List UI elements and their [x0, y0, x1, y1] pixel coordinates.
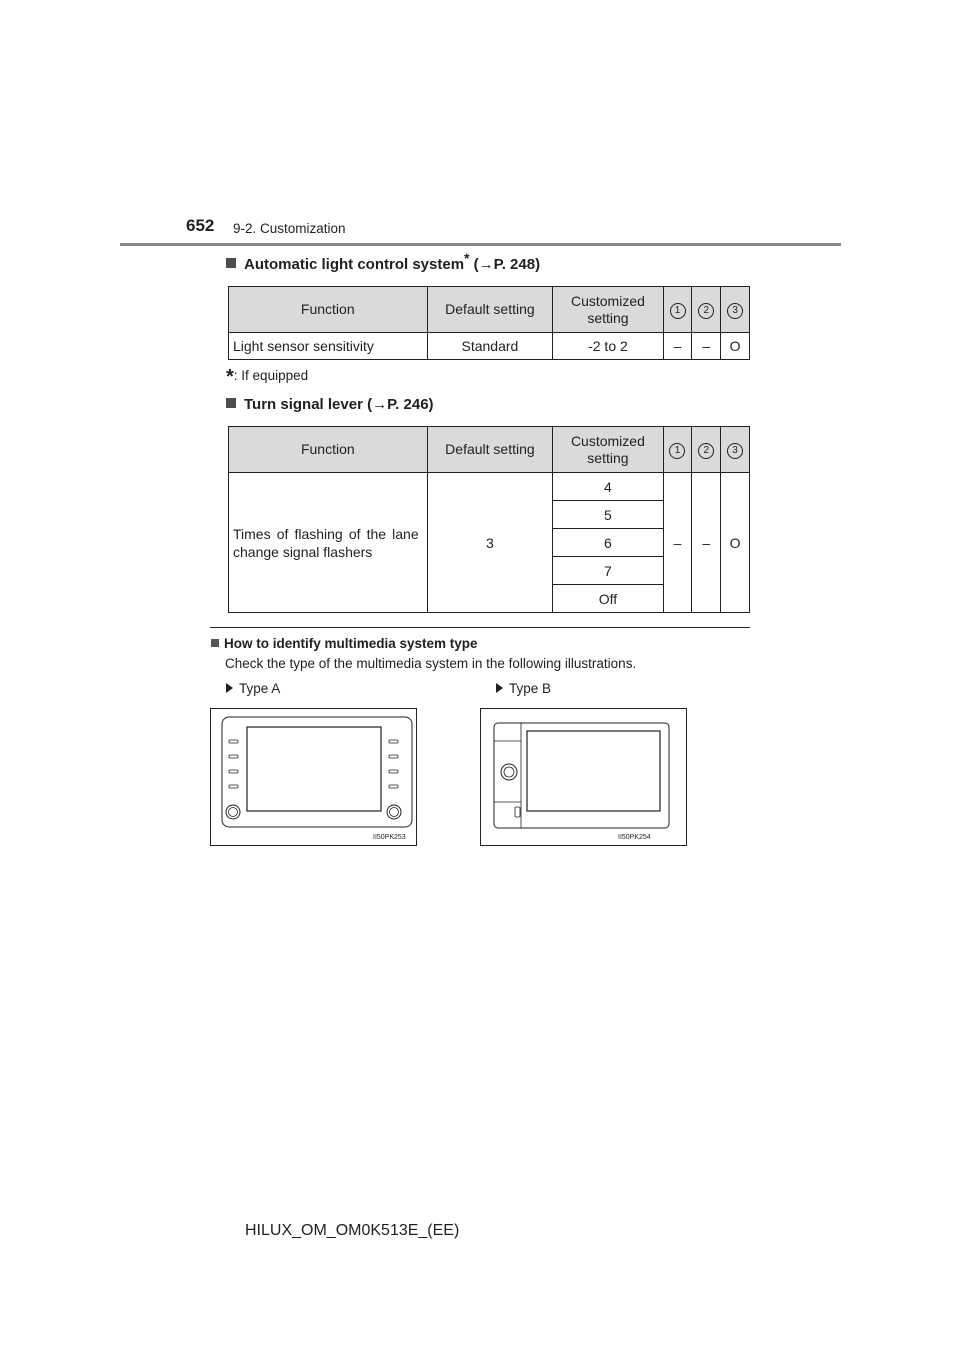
- col-method-1: [663, 287, 692, 333]
- col-method-3: [721, 287, 750, 333]
- footnote-star: *: [226, 366, 234, 388]
- cell-method-1: –: [663, 333, 692, 360]
- circled-1-icon: 1: [669, 443, 685, 459]
- cell-default: Standard: [427, 333, 553, 360]
- section-heading-turn-signal: [226, 396, 434, 413]
- section-label: 9-2. Customization: [233, 221, 346, 236]
- col-method-3: [721, 427, 750, 473]
- cell-customized-option: 6: [553, 529, 663, 557]
- col-customized: Customized setting: [553, 427, 663, 473]
- table-header-row: [229, 287, 750, 333]
- cell-customized-option: 7: [553, 557, 663, 585]
- circled-1-icon: 1: [670, 303, 686, 319]
- light-control-table: [228, 286, 750, 360]
- triangle-arrow-icon: [226, 683, 233, 693]
- col-customized: Customized setting: [553, 287, 663, 333]
- multimedia-type-a-drawing: [211, 709, 416, 845]
- page-reference: (→P. 248): [469, 256, 541, 273]
- type-a-label: Type A: [226, 681, 280, 696]
- cell-method-2: –: [692, 473, 721, 613]
- triangle-arrow-icon: [496, 683, 503, 693]
- type-b-label: Type B: [496, 681, 551, 696]
- col-default: Default setting: [427, 287, 553, 333]
- bullet-square-icon: [226, 258, 236, 268]
- circled-2-icon: 2: [698, 443, 714, 459]
- page-number: 652: [186, 216, 215, 235]
- col-method-2: [692, 287, 721, 333]
- page-reference: (→P. 246): [362, 396, 434, 413]
- circled-2-icon: 2: [698, 303, 714, 319]
- col-method-2: [692, 427, 721, 473]
- note-title: How to identify multimedia system type: [211, 636, 478, 651]
- multimedia-type-b-drawing: [481, 709, 686, 845]
- cell-customized-option: 4: [553, 473, 663, 501]
- table-row: [229, 473, 750, 501]
- section-heading-light-control: [226, 250, 541, 273]
- bullet-square-icon: [211, 639, 219, 647]
- bullet-square-icon: [226, 398, 236, 408]
- cell-method-3: O: [721, 473, 750, 613]
- cell-method-1: –: [663, 473, 692, 613]
- section-title: Turn signal lever: [244, 396, 363, 413]
- illustration-code: II50PK253: [373, 834, 406, 841]
- cell-customized-option: Off: [553, 585, 663, 613]
- col-function: Function: [229, 427, 428, 473]
- col-default: Default setting: [427, 427, 553, 473]
- equipped-star: *: [464, 250, 470, 266]
- table-row: [229, 333, 750, 360]
- cell-function: Light sensor sensitivity: [229, 333, 428, 360]
- circled-3-icon: 3: [727, 303, 743, 319]
- illustration-code: II50PK254: [618, 834, 651, 841]
- illustration-type-b: [480, 708, 687, 846]
- table-header-row: [229, 427, 750, 473]
- footnote-text: : If equipped: [233, 368, 309, 383]
- col-function: Function: [229, 287, 428, 333]
- note-divider: [210, 627, 750, 628]
- illustration-type-a: [210, 708, 417, 846]
- turn-signal-table: [228, 426, 750, 613]
- cell-customized: -2 to 2: [553, 333, 663, 360]
- cell-method-2: –: [692, 333, 721, 360]
- footnote: [226, 366, 308, 389]
- cell-method-3: O: [721, 333, 750, 360]
- section-title: Automatic light control system: [244, 256, 465, 273]
- cell-customized-option: 5: [553, 501, 663, 529]
- cell-function: Times of flashing of the lane change signal flashers: [229, 473, 428, 613]
- col-method-1: [663, 427, 692, 473]
- cell-default: 3: [427, 473, 553, 613]
- document-code-footer: HILUX_OM_OM0K513E_(EE): [245, 1222, 460, 1239]
- note-text: Check the type of the multimedia system in the following illustrations.: [225, 656, 637, 671]
- circled-3-icon: 3: [727, 443, 743, 459]
- header-rule: [120, 243, 841, 246]
